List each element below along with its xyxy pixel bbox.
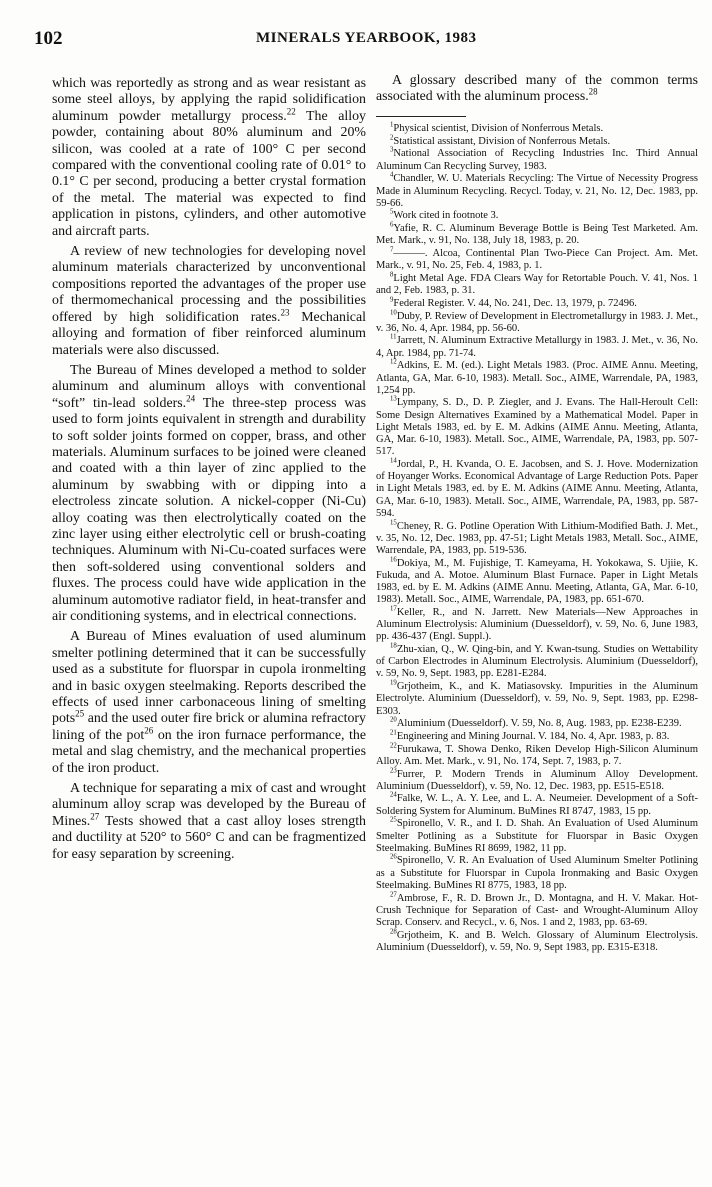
footnote xyxy=(376,644,698,681)
footnote-number: 10 xyxy=(390,309,397,317)
page-number: 102 xyxy=(34,28,63,49)
footnote-ref: 26 xyxy=(144,725,154,736)
footnote-number: 14 xyxy=(390,457,397,465)
footnote-text: ———. Alcoa, Continental Plan Two-Piece Can Project. Am. Met. Mark., v. 91, No. 25, Feb. 4, 1983, p. 1. xyxy=(376,248,698,272)
footnote xyxy=(376,335,698,359)
footnote-ref: 23 xyxy=(280,307,290,318)
footnote xyxy=(376,273,698,297)
footnote-number: 25 xyxy=(390,816,397,824)
footnote xyxy=(376,930,698,954)
footnote xyxy=(376,718,698,730)
footnote xyxy=(376,397,698,458)
footnote xyxy=(376,607,698,644)
glossary-paragraph: A glossary described many of the common terms associated with the aluminum process.$^{28}$ xyxy=(376,72,698,103)
footnote-text: Ambrose, F., R. D. Brown Jr., D. Montagna, and H. V. Makar. Hot-Crush Technique for Separation of Cast- and Wrought-Aluminum Alloy Scrap. Conserv. and Recycl., v. 6, Nos. 1 and 2, 1983, pp. 63-69. xyxy=(376,892,698,928)
footnote xyxy=(376,793,698,817)
footnote-text: Work cited in footnote 3. xyxy=(393,210,499,222)
footnote xyxy=(376,769,698,793)
footnote-number: 15 xyxy=(390,519,397,526)
footnote-number: 20 xyxy=(390,716,397,724)
footnote-list xyxy=(376,123,698,954)
footnote xyxy=(376,210,698,222)
footnote xyxy=(376,855,698,892)
footnote-text: Jordal, P., H. Kvanda, O. E. Jacobsen, and S. J. Hove. Modernization of Hoyanger Works. Economical Advantage of Large Reduction Pots. Paper in Light Metals 1983, ed. by E. M. Adkins (AIME Annu. Meeting, Atlanta, GA, Mar. 6-10, 1983). Metall. Soc., AIME, Warrendale, PA, 1983, pp. 587-594. xyxy=(376,458,698,519)
body-paragraph: A Bureau of Mines evaluation of used aluminum smelter potlining determined that it can be successfully used as a substitute for fluorspar in cupola ironmelting and in basic oxygen steelmaking. Reports described the effects of used inner carbonaceous lining of smelting pots$^{25}$ and the used outer fire brick or alumina refractory lining of the pot$^{26}$ on the iron furnace performance, the metal and slag chemistry, and the mechanical properties of the iron product. xyxy=(52,629,366,776)
footnote xyxy=(376,360,698,397)
footnote-ref: 22 xyxy=(286,106,296,117)
footnote-text: Duby, P. Review of Development in Electrometallurgy in 1983. J. Met., v. 36, No. 4, Apr. 1984, pp. 56-60. xyxy=(376,310,698,334)
footnote-number: 7 xyxy=(390,246,394,254)
footnote-number: 6 xyxy=(390,221,394,229)
footnote-ref: 24 xyxy=(186,393,196,404)
footnote-text: Light Metal Age. FDA Clears Way for Retortable Pouch. V. 41, Nos. 1 and 2, Feb. 1983, p. 31. xyxy=(376,272,698,297)
body-paragraph: A technique for separating a mix of cast and wrought aluminum alloy scrap was developed by the Bureau of Mines.$^{27}$ Tests showed that a cast alloy loses strength and ductility at 520° to 560° C and can be fragmentized for easy separation by screening. xyxy=(52,781,366,862)
footnote-number: 18 xyxy=(390,642,397,650)
footnote-text: Yafie, R. C. Aluminum Beverage Bottle is Being Test Marketed. Am. Met. Mark., v. 91, No. 138, July 18, 1983, p. 20. xyxy=(376,223,698,247)
footnote-number: 27 xyxy=(390,891,397,899)
footnote xyxy=(376,818,698,855)
footnote-text: Spironello, V. R., and I. D. Shah. An Evaluation of Used Aluminum Smelter Potlining as a Substitute for Fluorspar in Basic Oxygen Steelmaking. BuMines RI 8699, 1982, 11 pp. xyxy=(376,818,698,854)
footnote xyxy=(376,148,698,172)
footnote-number: 24 xyxy=(390,791,397,799)
footnote xyxy=(376,731,698,743)
footnote-number: 2 xyxy=(390,134,394,142)
footnote-number: 8 xyxy=(390,271,394,279)
footnote-text: Falke, W. L., A. Y. Lee, and L. A. Neumeier. Development of a Soft-Soldering System for Aluminum. BuMines RI 8747, 1983, 15 pp. xyxy=(376,793,698,817)
footnote-text: Adkins, E. M. (ed.). Light Metals 1983. (Proc. AIME Annu. Meeting, Atlanta, GA, Mar. 6-10, 1983). Metall. Soc., AIME, Warrendale, PA, 1983, 1,254 pp. xyxy=(376,360,698,396)
footnote-number: 5 xyxy=(390,208,394,216)
footnote-ref: 27 xyxy=(90,811,100,822)
body-paragraph: which was reportedly as strong and as wear resistant as some steel alloys, by applying the rapid solidification aluminum powder metallurgy process.$^{22}$ The alloy powder, containing about 80% aluminum and 20% silicon, was cooled at a rate of 100° C per second compared with the conventional cooling rate of 0.01° to 0.1° C per second, producing a better crystal formation of the metal. The material was expected to find application in pistons, cylinders, and other automotive and aircraft parts. xyxy=(52,76,366,239)
footnote-text: Federal Register. V. 44, No. 241, Dec. 13, 1979, p. 72496. xyxy=(393,297,637,309)
footnote-text: Engineering and Mining Journal. V. 184, No. 4, Apr. 1983, p. 83. xyxy=(396,730,670,742)
footnote-text: National Association of Recycling Industries Inc. Third Annual Aluminum Can Recycling Survey, 1983. xyxy=(376,148,698,172)
footnote xyxy=(376,123,698,135)
footnote xyxy=(376,681,698,718)
footnote-text: Jarrett, N. Aluminum Extractive Metallurgy in 1983. J. Met., v. 36, No. 4, Apr. 1984, pp. 71-74. xyxy=(376,335,698,359)
footnote-number: 11 xyxy=(390,333,397,341)
body-paragraph: A review of new technologies for developing novel aluminum materials characterized by unconventional compositions reported the advantages of the proper use of thermomechanical processing and the possibilities offered by high solidification rates.$^{23}$ Mechanical alloying and formation of fiber reinforced aluminum materials were also discussed. xyxy=(52,244,366,358)
footnote xyxy=(376,136,698,148)
footnote-number: 12 xyxy=(390,358,397,366)
footnote-text: Grjotheim, K. and B. Welch. Glossary of Aluminum Electrolysis. Aluminium (Duesseldorf), v. 59, No. 9, Sept 1983, pp. E315-E318. xyxy=(376,929,698,953)
footnote-number: 21 xyxy=(390,729,397,737)
body-paragraph: The Bureau of Mines developed a method to solder aluminum and aluminum alloys with conventional “soft” tin-lead solders.$^{24}$ The three-step process was used to form joints equivalent in strength and durability to soft solder joints formed on copper, brass, and other materials. Aluminum surfaces to be joined were cleaned and coated with a thin layer of zinc applied to the aluminum by swabbing with or dipping into a electroless zincate solution. A nickel-copper (Ni-Cu) alloy coating was then electrolytically coated on the zinc layer using either electrolytic cell or brush-coating techniques. Aluminum with Ni-Cu-coated surfaces were then soft-soldered using conventional solders and fluxes. The process could have wide application in the aluminum automotive radiator field, in heat-transfer and air conditioning systems, and in electrical connections. xyxy=(52,362,366,624)
footnote-number: 16 xyxy=(390,556,397,564)
footnote-number: 13 xyxy=(390,395,397,403)
right-column xyxy=(376,72,698,955)
footnote-ref: 25 xyxy=(75,708,85,719)
footnote-text: Keller, R., and N. Jarrett. New Materials—New Approaches in Aluminum Electrolysis: Aluminium (Duesseldorf), v. 59, No. 6, June 1983, pp. 436-437 (Engl. Suppl.). xyxy=(376,606,698,643)
footnote-text: Cheney, R. G. Potline Operation With Lithium-Modified Bath. J. Met., v. 35, No. 12, Dec. 1983, pp. 47-51; Light Metals 1983, Metall. Soc., AIME, Warrendale, PA, 1983, pp. 519-536. xyxy=(376,520,698,556)
page-header xyxy=(34,28,704,52)
footnote-text: Statistical assistant, Division of Nonferrous Metals. xyxy=(393,135,611,147)
footnote-text: Chandler, W. U. Materials Recycling: The Virtue of Necessity Progress Made in Aluminum Recycling. Recycl. Today, v. 21, No. 12, Dec. 1983, pp. 59-66. xyxy=(376,173,698,209)
footnote-number: 28 xyxy=(390,928,397,936)
footnote-number: 19 xyxy=(390,679,397,687)
footnote-text: Grjotheim, K., and K. Matiasovsky. Impurities in the Aluminum Electrolyte. Aluminium (Duesseldorf), v. 59, No. 9, Sept. 1983, pp. E298-E303. xyxy=(376,681,698,717)
footnote-number: 9 xyxy=(390,296,394,304)
footnote-number: 22 xyxy=(390,742,397,750)
footnote-number: 4 xyxy=(390,171,394,179)
footnote xyxy=(376,248,698,272)
footnote-ref: 28 xyxy=(588,86,598,97)
running-title: MINERALS YEARBOOK, 1983 xyxy=(256,30,477,46)
footnote-number: 17 xyxy=(390,605,397,613)
footnote xyxy=(376,311,698,335)
footnote-text: Aluminium (Duesseldorf). V. 59, No. 8, Aug. 1983, pp. E238-E239. xyxy=(396,718,682,730)
footnote-text: Dokiya, M., M. Fujishige, T. Kameyama, H. Yokokawa, S. Ujiie, K. Fukuda, and A. Motoe. Aluminum Blast Furnace. Paper in Light Metals 1983, ed. by E. M. Adkins (AIME Annu. Meeting, Atlanta, GA, Mar. 6-10, 1983). Metall. Soc., AIME, Warrendale, PA, 1983, pp. 651-670. xyxy=(376,557,698,606)
footnote-text: Spironello, V. R. An Evaluation of Used Aluminum Smelter Potlining as a Substitute for Fluorspar in Cupola Ironmaking and Basic Oxygen Steelmaking. BuMines RI 8775, 1983, 18 pp. xyxy=(376,855,698,891)
footnote-text: Lympany, S. D., D. P. Ziegler, and J. Evans. The Hall-Heroult Cell: Some Design Alternatives Examined by a Mathematical Model. Paper in Light Metals 1983, ed. by E. M. Adkins (AIME Annu. Meeting, Atlanta, GA, Mar. 6-10, 1983). Metall. Soc., AIME, Warrendale, PA, 1983, pp. 507-517. xyxy=(376,397,698,458)
footnote xyxy=(376,298,698,310)
footnote xyxy=(376,459,698,520)
left-column xyxy=(52,76,366,867)
footnote-text: Furukawa, T. Showa Denko, Riken Develop High-Silicon Aluminum Alloy. Am. Met. Mark., v. 91, No. 174, Sept. 7, 1983, p. 7. xyxy=(376,743,698,767)
footnote-text: Physical scientist, Division of Nonferrous Metals. xyxy=(393,123,604,134)
footnote-number: 26 xyxy=(390,853,397,861)
footnote xyxy=(376,521,698,558)
footnote xyxy=(376,173,698,210)
footnote xyxy=(376,893,698,930)
footnote-number: 23 xyxy=(390,767,397,775)
footnote xyxy=(376,223,698,247)
footnote-text: Zhu-xian, Q., W. Qing-bin, and Y. Kwan-tsung. Studies on Wettability of Carbon Electrodes in Aluminum Electrolysis. Aluminium (Duesseldorf), v. 59, No. 9, Sept. 1983, pp. E281-E284. xyxy=(376,644,698,680)
footnote-number: 1 xyxy=(390,121,394,129)
footnote xyxy=(376,558,698,607)
footnote-divider xyxy=(376,116,466,117)
footnote-number: 3 xyxy=(390,146,394,154)
footnote-text: Furrer, P. Modern Trends in Aluminum Alloy Development. Aluminium (Duesseldorf), v. 59, No. 12, Dec. 1983, pp. E515-E518. xyxy=(376,768,698,792)
footnote xyxy=(376,744,698,768)
